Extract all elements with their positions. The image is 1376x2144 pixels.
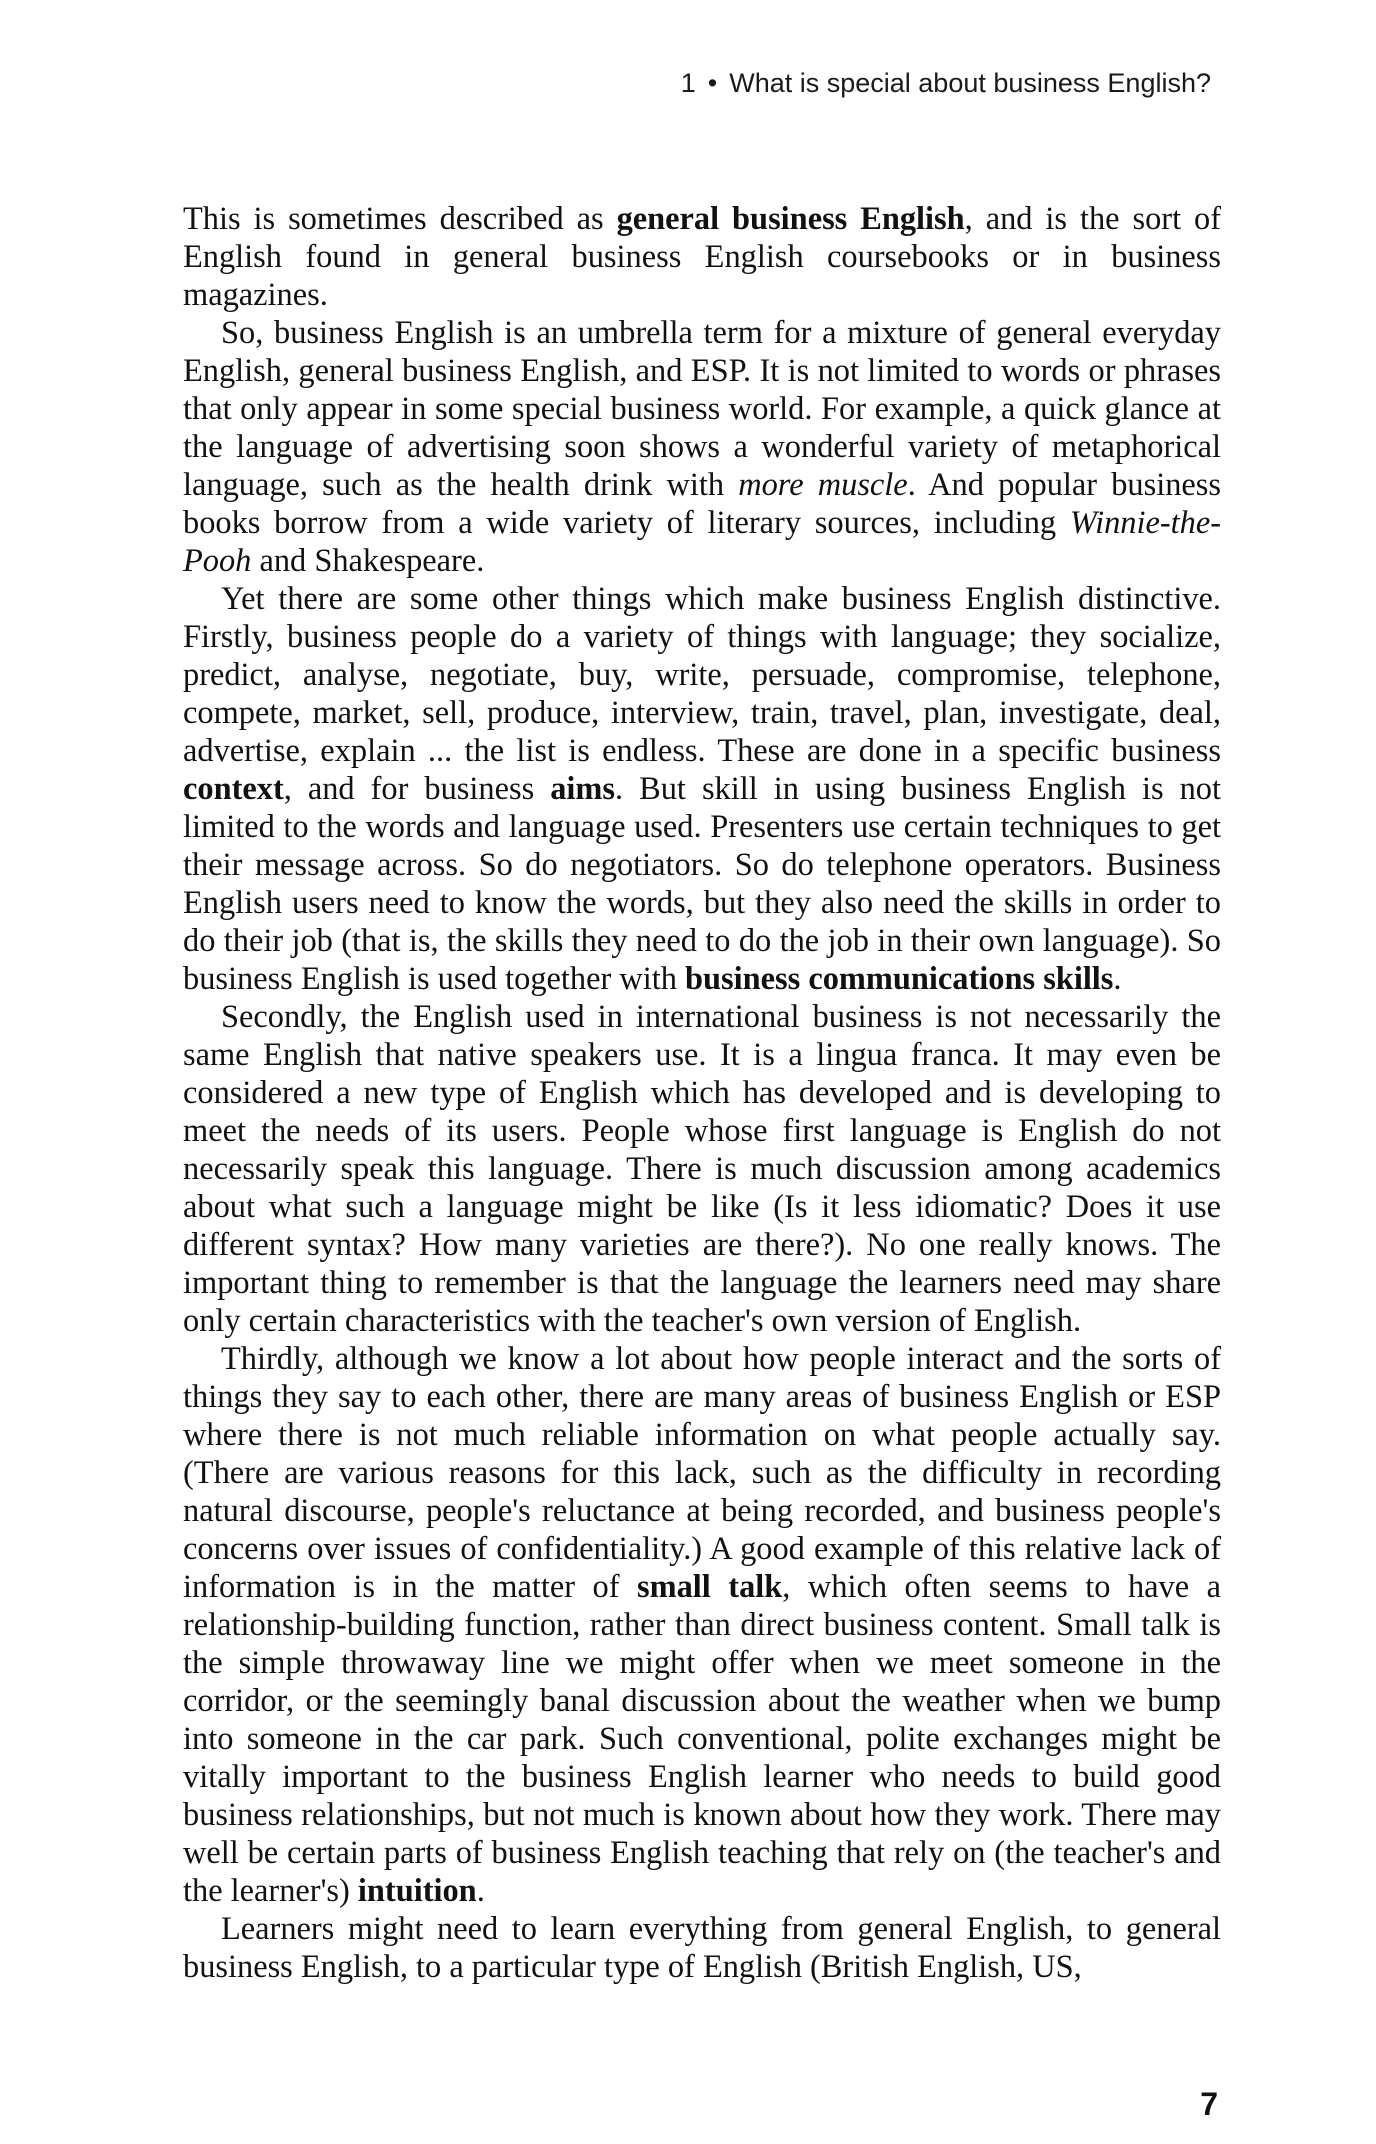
key-term: aims xyxy=(550,771,616,807)
page-number: 7 xyxy=(1200,2086,1218,2122)
paragraph xyxy=(183,200,1221,314)
paragraph xyxy=(183,314,1221,580)
text-run: Secondly, the English used in international business is not necessarily the same English that native speakers use. It is a lingua franca. It may even be considered a new type of English which has developed and is developing to meet the needs of its users. People whose first language is English do not necessarily speak this language. There is much discussion among academics about what such a language might be like (Is it less idiomatic? Does it use different syntax? How many varieties are there?). No one really knows. The important thing to remember is that the language the learners need may share only certain characteristics with the teacher's own version of English. xyxy=(183,999,1221,1339)
key-term: context xyxy=(183,771,284,807)
paragraph xyxy=(183,1340,1221,1910)
text-run: and Shakespeare. xyxy=(251,543,485,579)
running-head xyxy=(681,68,1211,99)
key-term: small talk xyxy=(637,1569,783,1605)
key-term: intuition xyxy=(357,1873,477,1909)
italic-phrase: more muscle xyxy=(738,467,908,503)
text-run: . xyxy=(476,1873,485,1909)
paragraph xyxy=(183,998,1221,1340)
body-text xyxy=(183,200,1221,1986)
chapter-title: What is special about business English? xyxy=(729,68,1211,98)
paragraph xyxy=(183,580,1221,998)
text-run: This is sometimes described as xyxy=(183,201,617,237)
text-run: . And popular business books borrow from a wide variety of literary sources, including xyxy=(183,467,1221,541)
paragraph xyxy=(183,1910,1221,1986)
text-run: Learners might need to learn everything from general English, to general business English, to a particular type of English (British English, US, xyxy=(183,1911,1221,1985)
text-run: Yet there are some other things which make business English distinctive. Firstly, business people do a variety of things with language; they socialize, predict, analyse, negotiate, buy, write, persuade, compromise, telephone, compete, market, sell, produce, interview, train, travel, plan, investigate, deal, advertise, explain ... the list is endless. These are done in a specific business xyxy=(183,581,1221,769)
italic-phrase: Winnie-the-Pooh xyxy=(183,505,1221,579)
chapter-number: 1 xyxy=(680,68,696,98)
text-run: Thirdly, although we know a lot about how people interact and the sorts of things they say to each other, there are many areas of business English or ESP where there is not much reliable information on what people actually say. (There are various reasons for this lack, such as the difficulty in recording natural discourse, people's reluctance at being recorded, and business people's concerns over issues of confidentiality.) A good example of this relative lack of information is in the matter of xyxy=(183,1341,1221,1605)
text-run: So, business English is an umbrella term for a mixture of general everyday English, general business English, and ESP. It is not limited to words or phrases that only appear in some special business world. For example, a quick glance at the language of advertising soon shows a wonderful variety of metaphorical language, such as the health drink with xyxy=(183,315,1221,503)
text-run: , which often seems to have a relationship-building function, rather than direct business content. Small talk is the simple throwaway line we might offer when we meet someone in the corridor, or the seemingly banal discussion about the weather when we bump into someone in the car park. Such conventional, polite exchanges might be vitally important to the business English learner who needs to build good business relationships, but not much is known about how they work. There may well be certain parts of business English teaching that rely on (the teacher's and the learner's) xyxy=(183,1569,1221,1909)
text-run: , and for business xyxy=(283,771,551,807)
text-run: . But skill in using business English is not limited to the words and language used. Presenters use certain techniques to get their message across. So do negotiators. So do telephone operators. Business English users need to know the words, but they also need the skills in order to do their job (that is, the skills they need to do the job in their own language). So business English is used together with xyxy=(183,771,1221,997)
key-term: general business English xyxy=(616,201,965,237)
key-term: business communications skills xyxy=(685,961,1114,997)
text-run: . xyxy=(1113,961,1122,997)
text-run: , and is the sort of English found in general business English coursebooks or in business magazines. xyxy=(183,201,1221,313)
bullet-separator: • xyxy=(707,68,718,98)
